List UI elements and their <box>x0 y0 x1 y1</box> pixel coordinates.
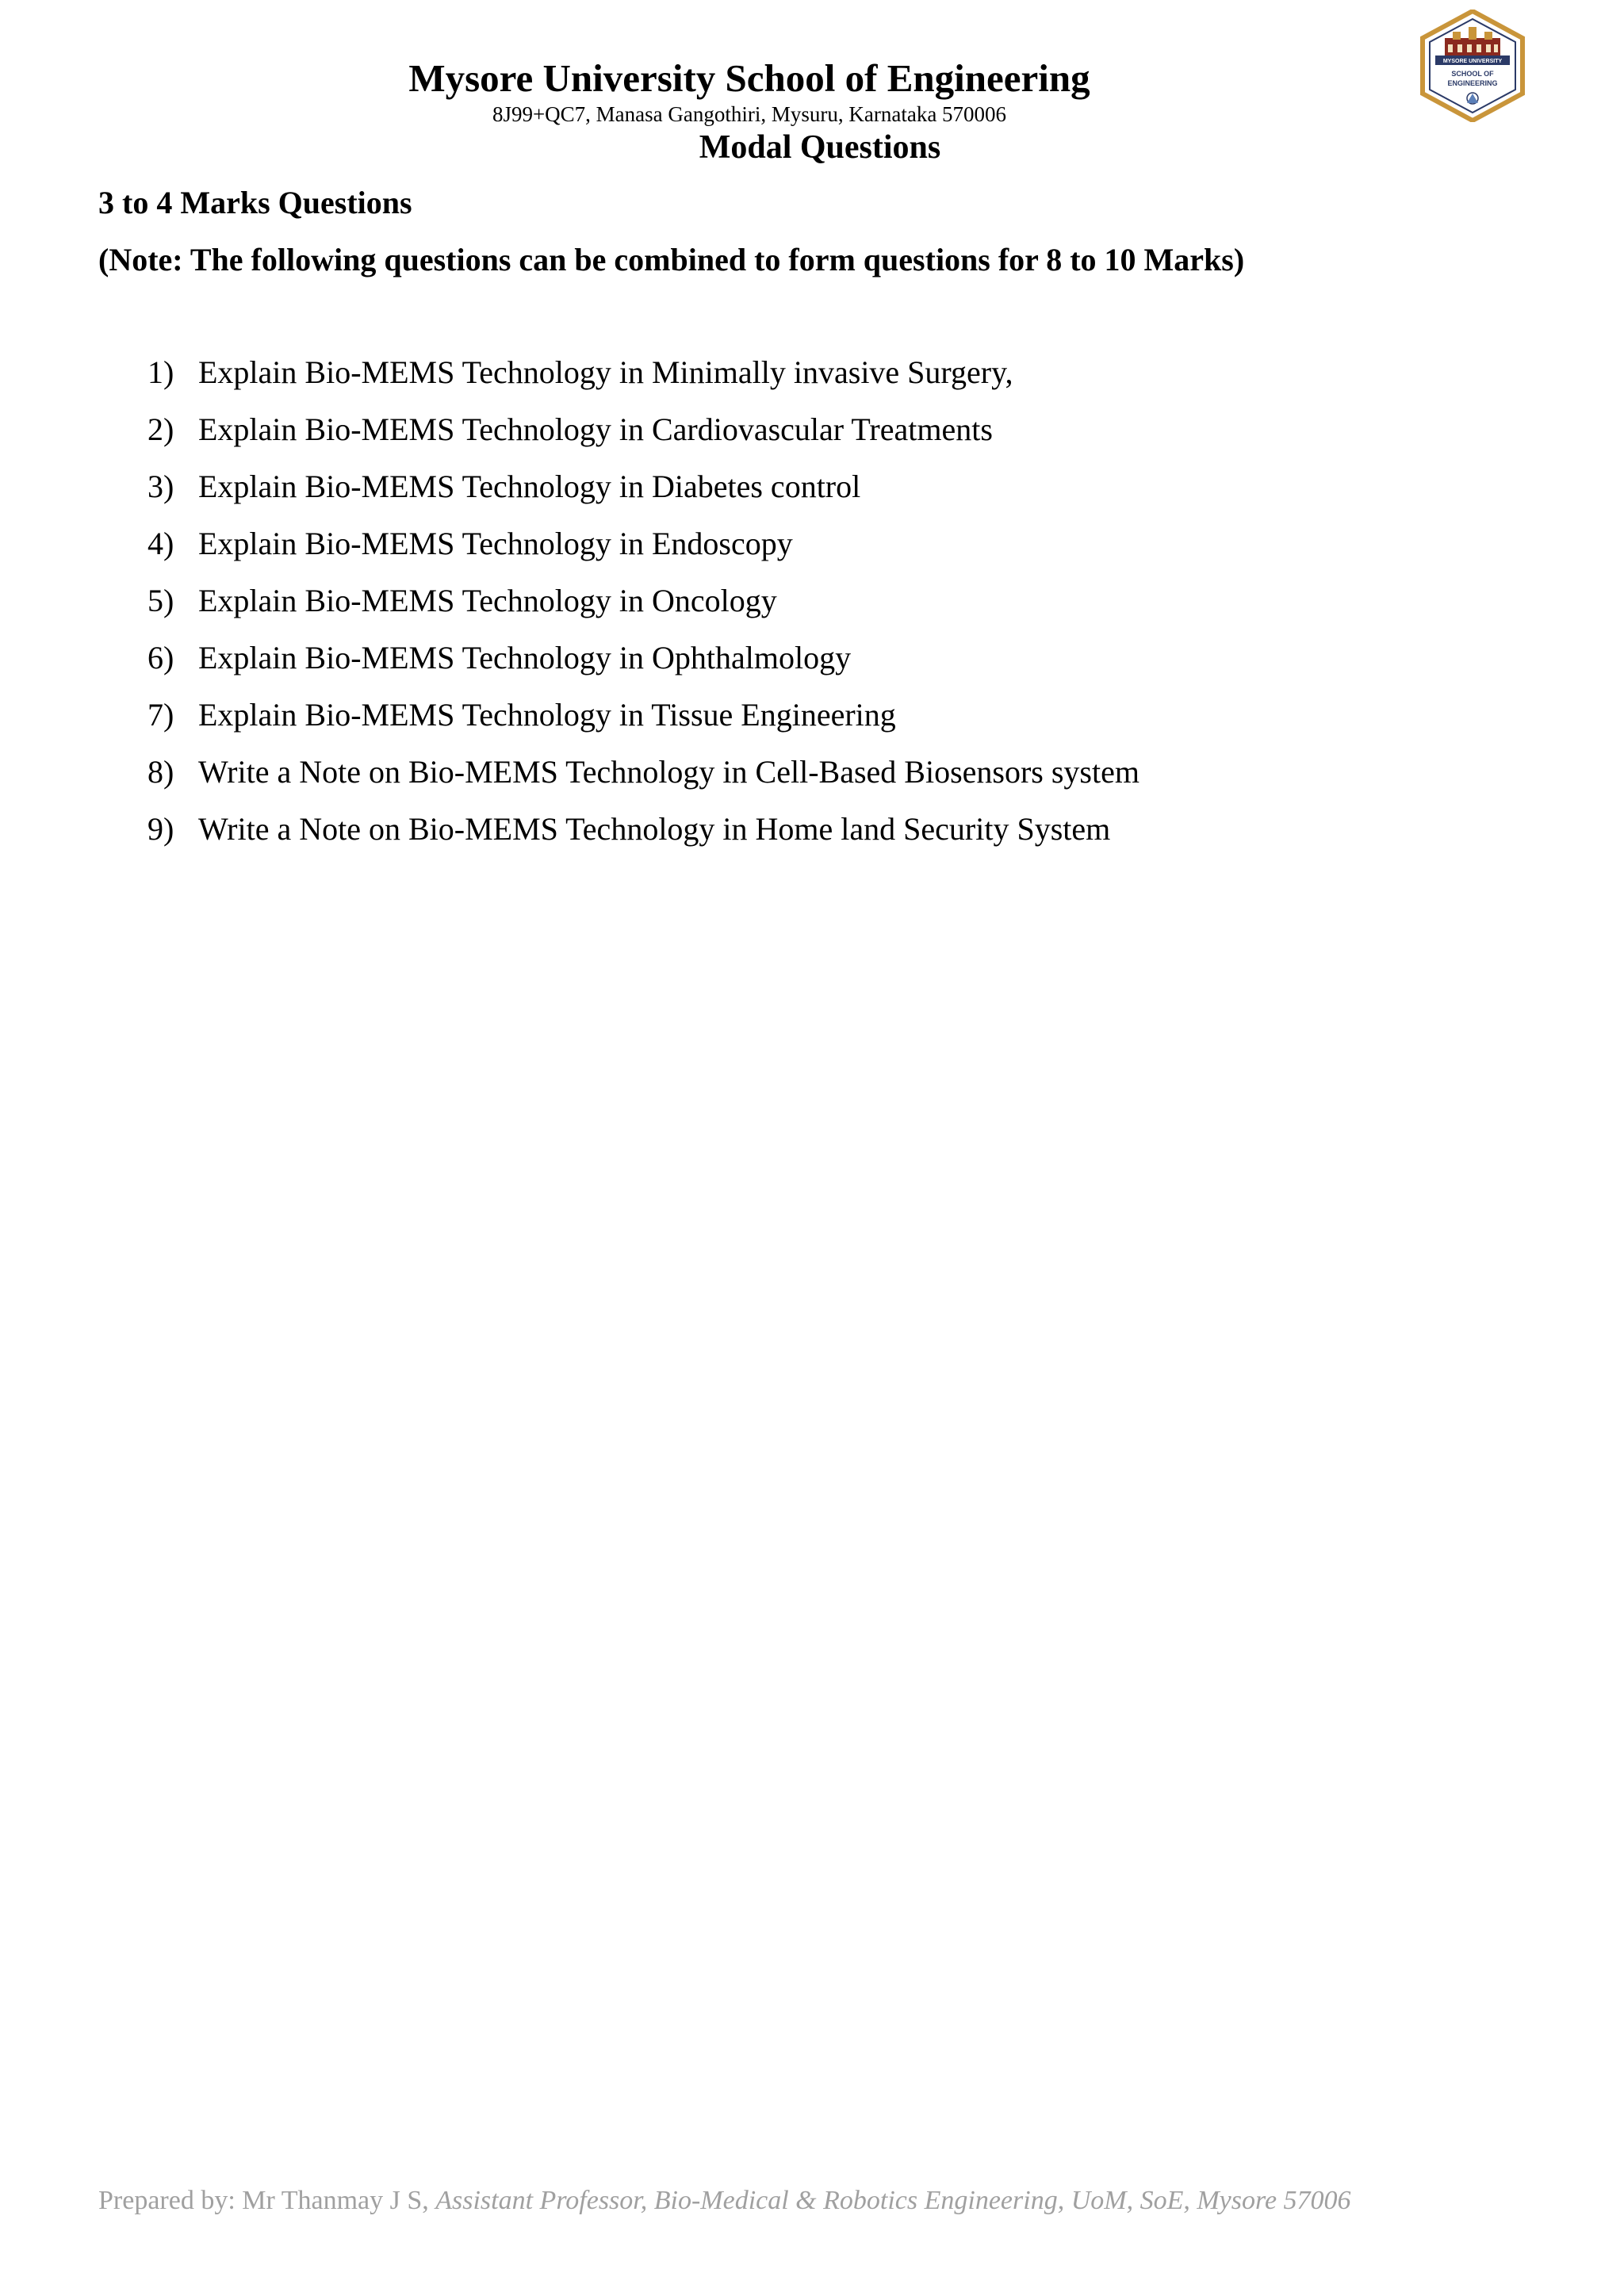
question-number: 2) <box>147 411 174 447</box>
question-item <box>147 639 1496 696</box>
section-heading: 3 to 4 Marks Questions <box>98 185 412 220</box>
question-item <box>147 354 1496 411</box>
question-number: 8) <box>147 754 174 790</box>
question-number: 4) <box>147 526 174 561</box>
question-item <box>147 468 1496 525</box>
question-text: Write a Note on Bio-MEMS Technology in Cell-Based Biosensors system <box>198 754 1139 790</box>
question-text: Explain Bio-MEMS Technology in Oncology <box>198 583 777 618</box>
question-text: Explain Bio-MEMS Technology in Tissue Engineering <box>198 697 896 733</box>
logo-line1: MYSORE UNIVERSITY <box>1442 59 1503 64</box>
question-number: 1) <box>147 354 174 390</box>
question-text: Explain Bio-MEMS Technology in Ophthalmology <box>198 640 852 675</box>
university-logo <box>1419 10 1526 122</box>
question-item <box>147 753 1496 810</box>
footer-prepared-by: Prepared by: Mr Thanmay J S, <box>98 2186 436 2215</box>
question-number: 3) <box>147 469 174 504</box>
section-note: (Note: The following questions can be combined to form questions for 8 to 10 Marks) <box>98 242 1245 277</box>
question-item <box>147 810 1496 867</box>
question-text: Explain Bio-MEMS Technology in Endoscopy <box>198 526 793 561</box>
question-text: Explain Bio-MEMS Technology in Minimally invasive Surgery, <box>198 354 1013 390</box>
logo-line2: SCHOOL OF <box>1451 70 1494 78</box>
questions-list <box>147 354 1496 867</box>
question-text: Explain Bio-MEMS Technology in Cardiovascular Treatments <box>198 411 993 447</box>
question-number: 5) <box>147 583 174 618</box>
question-item <box>147 582 1496 639</box>
university-name: Mysore University School of Engineering <box>408 56 1090 100</box>
document-title: Modal Questions <box>699 129 941 166</box>
university-address: 8J99+QC7, Manasa Gangothiri, Mysuru, Karnataka 570006 <box>492 102 1007 126</box>
question-text: Explain Bio-MEMS Technology in Diabetes control <box>198 469 861 504</box>
footer <box>98 2185 1351 2218</box>
question-item <box>147 411 1496 468</box>
question-number: 9) <box>147 811 174 847</box>
footer-role: Assistant Professor, Bio-Medical & Robotics Engineering, UoM, SoE, Mysore 57006 <box>435 2186 1351 2215</box>
logo-line3: ENGINEERING <box>1447 79 1498 87</box>
question-item <box>147 696 1496 753</box>
question-text: Write a Note on Bio-MEMS Technology in Home land Security System <box>198 811 1111 847</box>
question-number: 6) <box>147 640 174 675</box>
question-number: 7) <box>147 697 174 733</box>
question-item <box>147 525 1496 582</box>
